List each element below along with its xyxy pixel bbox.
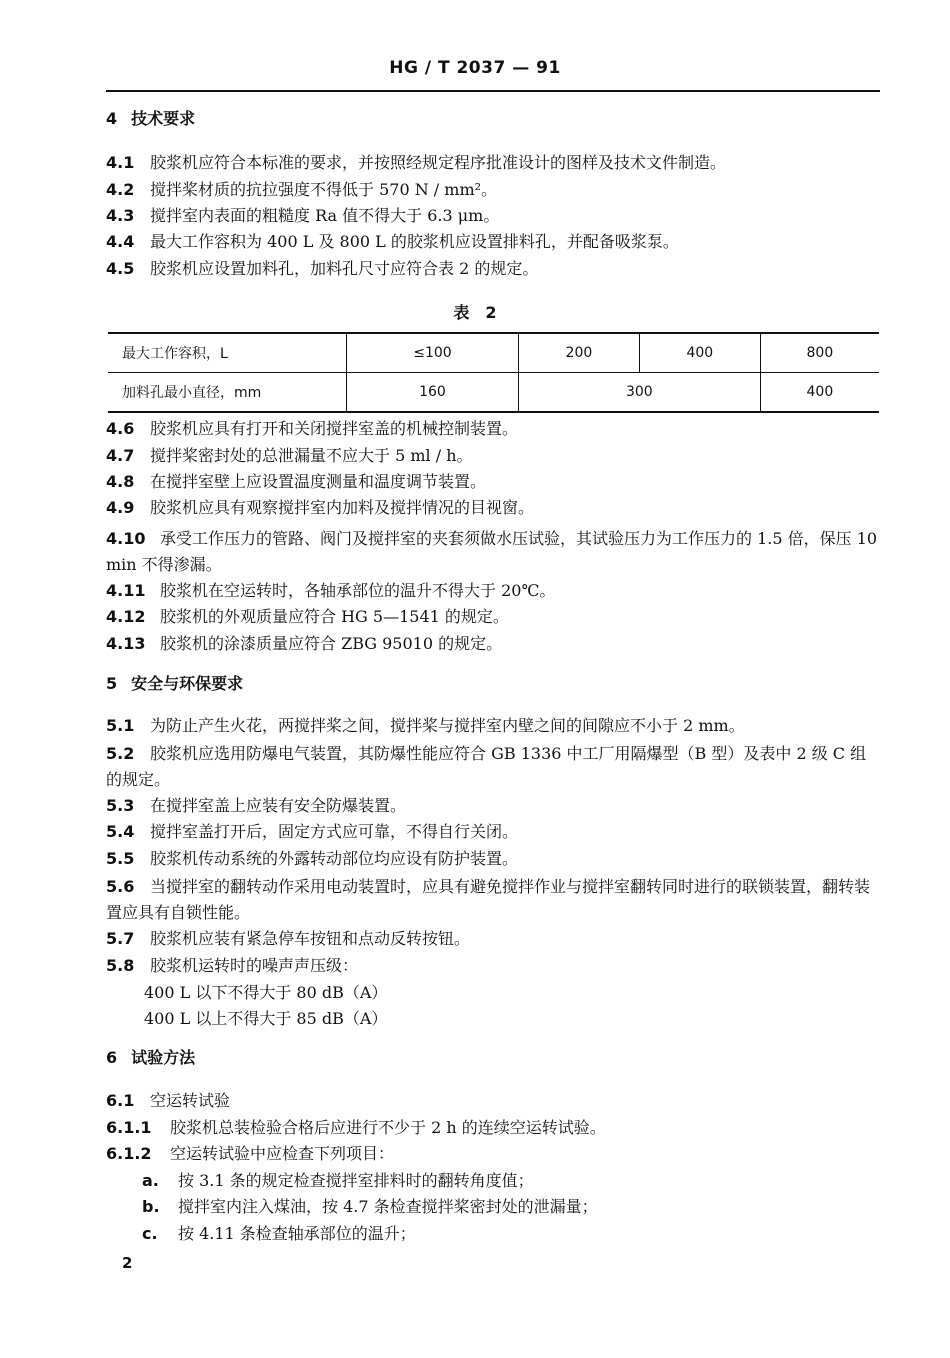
clause-4-12: 4.12 胶浆机的外观质量应符合 HG 5—1541 的规定。 — [106, 607, 509, 626]
row-label-min-diameter: 加料孔最小直径，mm — [108, 373, 347, 413]
clause-4-4: 4.4 最大工作容积为 400 L 及 800 L 的胶浆机应设置排料孔，并配备吸浆泵。 — [106, 232, 679, 251]
table-cell: 300 — [518, 373, 760, 413]
table-cell: 800 — [760, 333, 879, 373]
clause-4-1: 4.1 胶浆机应符合本标准的要求，并按照经规定程序批准设计的图样及技术文件制造。 — [106, 153, 727, 172]
clause-6-1-1: 6.1.1 胶浆机总装检验合格后应进行不少于 2 h 的连续空运转试验。 — [106, 1118, 606, 1137]
table-cell: ≤100 — [347, 333, 519, 373]
clause-5-5: 5.5 胶浆机传动系统的外露转动部位均应设有防护装置。 — [106, 849, 519, 868]
noise-limit-below-400l: 400 L 以下不得大于 80 dB（A） — [144, 983, 388, 1002]
page-number: 2 — [122, 1254, 133, 1272]
table-cell: 200 — [518, 333, 639, 373]
section-5-heading: 5 安全与环保要求 — [106, 674, 244, 693]
clause-5-4: 5.4 搅拌室盖打开后，固定方式应可靠，不得自行关闭。 — [106, 822, 519, 841]
clause-4-11: 4.11 胶浆机在空运转时，各轴承部位的温升不得大于 20℃。 — [106, 581, 556, 600]
table-cell: 400 — [639, 333, 760, 373]
clause-4-2: 4.2 搅拌桨材质的抗拉强度不得低于 570 N / mm²。 — [106, 180, 498, 199]
table-2-caption: 表 2 — [453, 303, 497, 322]
clause-4-3: 4.3 搅拌室内表面的粗糙度 Ra 值不得大于 6.3 μm。 — [106, 206, 500, 225]
clause-6-1-2: 6.1.2 空运转试验中应检查下列项目： — [106, 1144, 395, 1163]
clause-4-13: 4.13 胶浆机的涂漆质量应符合 ZBG 95010 的规定。 — [106, 634, 503, 653]
clause-5-7: 5.7 胶浆机应装有紧急停车按钮和点动反转按钮。 — [106, 929, 471, 948]
section-4-heading: 4 技术要求 — [106, 109, 196, 128]
header-rule — [106, 90, 880, 92]
document-header: HG / T 2037 — 91 — [389, 58, 561, 78]
row-label-max-volume: 最大工作容积，L — [108, 333, 347, 373]
list-item: b. 搅拌室内注入煤油，按 4.7 条检查搅拌桨密封处的泄漏量； — [142, 1197, 598, 1216]
clause-5-2: 5.2 胶浆机应选用防爆电气装置，其防爆性能应符合 GB 1336 中工厂用隔爆型（B 型）及表中 2 级 C 组的规定。 — [106, 744, 867, 789]
noise-limit-above-400l: 400 L 以上不得大于 85 dB（A） — [144, 1009, 388, 1028]
table-row — [108, 373, 879, 413]
clause-5-3: 5.3 在搅拌室盖上应装有安全防爆装置。 — [106, 796, 407, 815]
section-6-heading: 6 试验方法 — [106, 1048, 196, 1067]
clause-5-1: 5.1 为防止产生火花，两搅拌桨之间，搅拌桨与搅拌室内壁之间的间隙应不小于 2 mm。 — [106, 716, 745, 735]
table-2 — [108, 332, 879, 413]
table-cell: 160 — [347, 373, 519, 413]
clause-4-8: 4.8 在搅拌室壁上应设置温度测量和温度调节装置。 — [106, 472, 487, 491]
table-cell: 400 — [760, 373, 879, 413]
clause-4-6: 4.6 胶浆机应具有打开和关闭搅拌室盖的机械控制装置。 — [106, 419, 519, 438]
clause-6-1: 6.1 空运转试验 — [106, 1091, 231, 1110]
clause-5-6: 5.6 当搅拌室的翻转动作采用电动装置时，应具有避免搅拌作业与搅拌室翻转同时进行的联锁装置，翻转装置应具有自锁性能。 — [106, 877, 871, 922]
clause-4-9: 4.9 胶浆机应具有观察搅拌室内加料及搅拌情况的目视窗。 — [106, 498, 535, 517]
clause-4-5: 4.5 胶浆机应设置加料孔，加料孔尺寸应符合表 2 的规定。 — [106, 259, 539, 278]
list-item: c. 按 4.11 条检查轴承部位的温升； — [142, 1224, 416, 1243]
clause-4-7: 4.7 搅拌桨密封处的总泄漏量不应大于 5 ml / h。 — [106, 446, 473, 465]
list-item: a. 按 3.1 条的规定检查搅拌室排料时的翻转角度值； — [142, 1171, 534, 1190]
clause-5-8: 5.8 胶浆机运转时的噪声声压级： — [106, 956, 359, 975]
clause-4-10: 4.10 承受工作压力的管路、阀门及搅拌室的夹套须做水压试验，其试验压力为工作压力的 1.5 倍，保压 10 min 不得渗漏。 — [106, 529, 878, 574]
table-row — [108, 333, 879, 373]
